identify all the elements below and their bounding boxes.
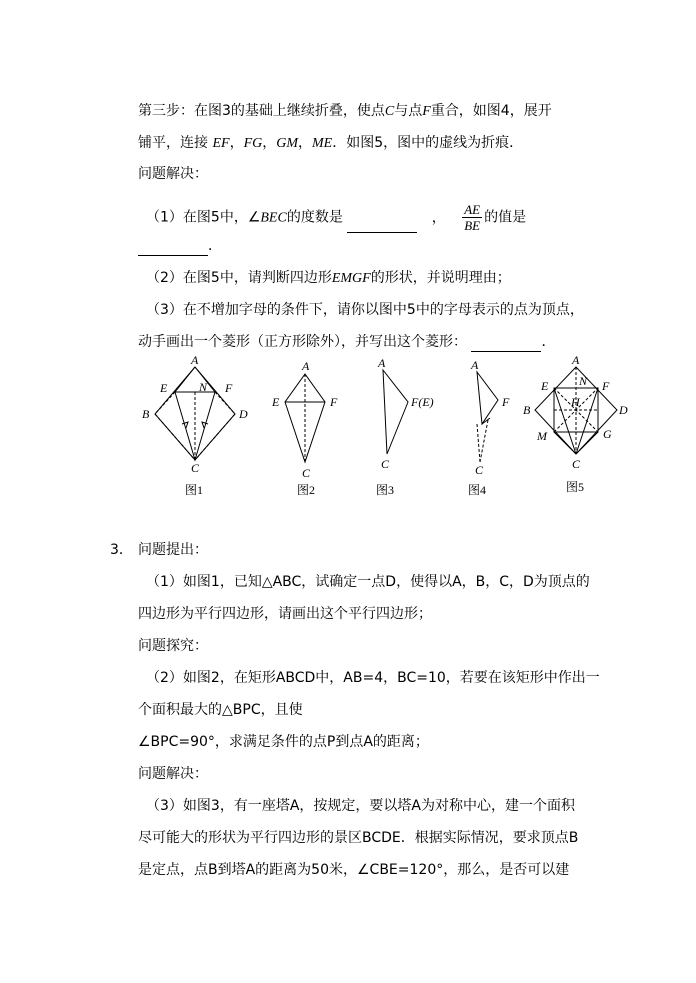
problem-3-number: 3． — [110, 542, 133, 558]
fraction-ae-be: $\frac{AE}{BE}$ — [464, 202, 481, 233]
question-1: （1）在图5中，∠BEC的度数是 ， $\frac{AE}{BE}$ 的值是 — [146, 202, 527, 233]
fig5-label-a: A — [572, 353, 580, 367]
fig3-label-fe: F(E) — [411, 395, 434, 409]
question-2: （2）在图5中，请判断四边形EMGF的形状，并说明理由； — [146, 270, 511, 286]
fig4-label-c: C — [475, 463, 484, 477]
answer-blank-3[interactable] — [471, 337, 541, 352]
fig2-caption: 图2 — [297, 483, 316, 497]
figures-panel — [130, 352, 650, 502]
fig2-label-e: E — [272, 395, 280, 409]
fig3-caption: 图3 — [376, 483, 395, 497]
fig4-label-f: F — [502, 395, 510, 409]
question-3-line2: 动手画出一个菱形（正方形除外），并写出这个菱形： ． — [138, 334, 556, 350]
fig4-caption: 图4 — [468, 483, 487, 497]
section-heading-solve: 问题解决： — [138, 166, 208, 182]
fig1-label-b: B — [142, 407, 150, 421]
fig5-label-b: B — [523, 403, 531, 417]
fig2-label-c: C — [302, 466, 311, 480]
figure-2 — [285, 374, 325, 462]
fig5-label-e: E — [541, 379, 549, 393]
problem-3-part3-line1: （3）如图3，有一座塔A，按规定，要以塔A为对称中心，建一个面积 — [146, 798, 575, 814]
problem-3-solve-heading: 问题解决： — [138, 766, 208, 782]
fig1-label-e: E — [160, 381, 168, 395]
problem-3-part1-line1: （1）如图1，已知△ABC，试确定一点D，使得以A，B，C，D为顶点的 — [146, 574, 590, 590]
fig5-label-d: D — [619, 403, 628, 417]
answer-blank-2[interactable] — [138, 241, 208, 256]
fig5-label-c: C — [572, 457, 581, 471]
fig5-caption: 图5 — [566, 480, 585, 494]
problem-3-part2-line3: ∠BPC=90°，求满足条件的点P到点A的距离； — [138, 734, 429, 750]
question-1-cont: ． — [138, 236, 222, 256]
fig2-label-f: F — [330, 395, 338, 409]
fig5-label-n: N — [579, 374, 588, 388]
fig1-label-n: N — [199, 380, 208, 394]
step3-line2: 铺平，连接 EF，FG，GM，ME．如图5，图中的虚线为折痕． — [138, 135, 524, 151]
fig1-label-d: D — [239, 407, 248, 421]
question-3-line1: （3）在不增加字母的条件下，请你以图中5中的字母表示的点为顶点， — [146, 302, 584, 318]
figure-3 — [383, 370, 408, 454]
fig1-label-c: C — [191, 461, 200, 475]
figure-4 — [477, 372, 498, 462]
problem-3-part3-line3: 是定点，点B到塔A的距离为50米，∠CBE=120°，那么，是否可以建 — [138, 862, 570, 878]
fig4-label-a: A — [471, 358, 479, 372]
problem-3-title: 问题提出： — [138, 542, 208, 558]
fig1-label-a: A — [191, 353, 199, 367]
fig3-label-c: C — [381, 457, 390, 471]
problem-3-part2-line1: （2）如图2，在矩形ABCD中，AB=4，BC=10，若要在该矩形中作出一 — [146, 670, 600, 686]
fig5-label-h: H — [571, 395, 580, 409]
fig3-label-a: A — [378, 356, 386, 370]
fig1-label-f: F — [225, 381, 233, 395]
fig2-label-a: A — [302, 359, 310, 373]
step3-line1: 第三步：在图3的基础上继续折叠，使点C与点F重合，如图4，展开 — [138, 103, 552, 119]
fig5-label-m: M — [537, 429, 547, 443]
problem-3-part3-line2: 尽可能大的形状为平行四边形的景区BCDE．根据实际情况，要求顶点B — [138, 830, 579, 846]
problem-3-part2-line2: 个面积最大的△BPC，且使 — [138, 702, 303, 718]
problem-3-part1-line2: 四边形为平行四边形，请画出这个平行四边形； — [138, 606, 432, 622]
answer-blank-1[interactable] — [347, 218, 417, 233]
fig1-caption: 图1 — [185, 483, 204, 497]
problem-3-explore-heading: 问题探究： — [138, 638, 208, 654]
fig5-label-g: G — [603, 427, 612, 441]
fig5-label-f: F — [602, 379, 610, 393]
